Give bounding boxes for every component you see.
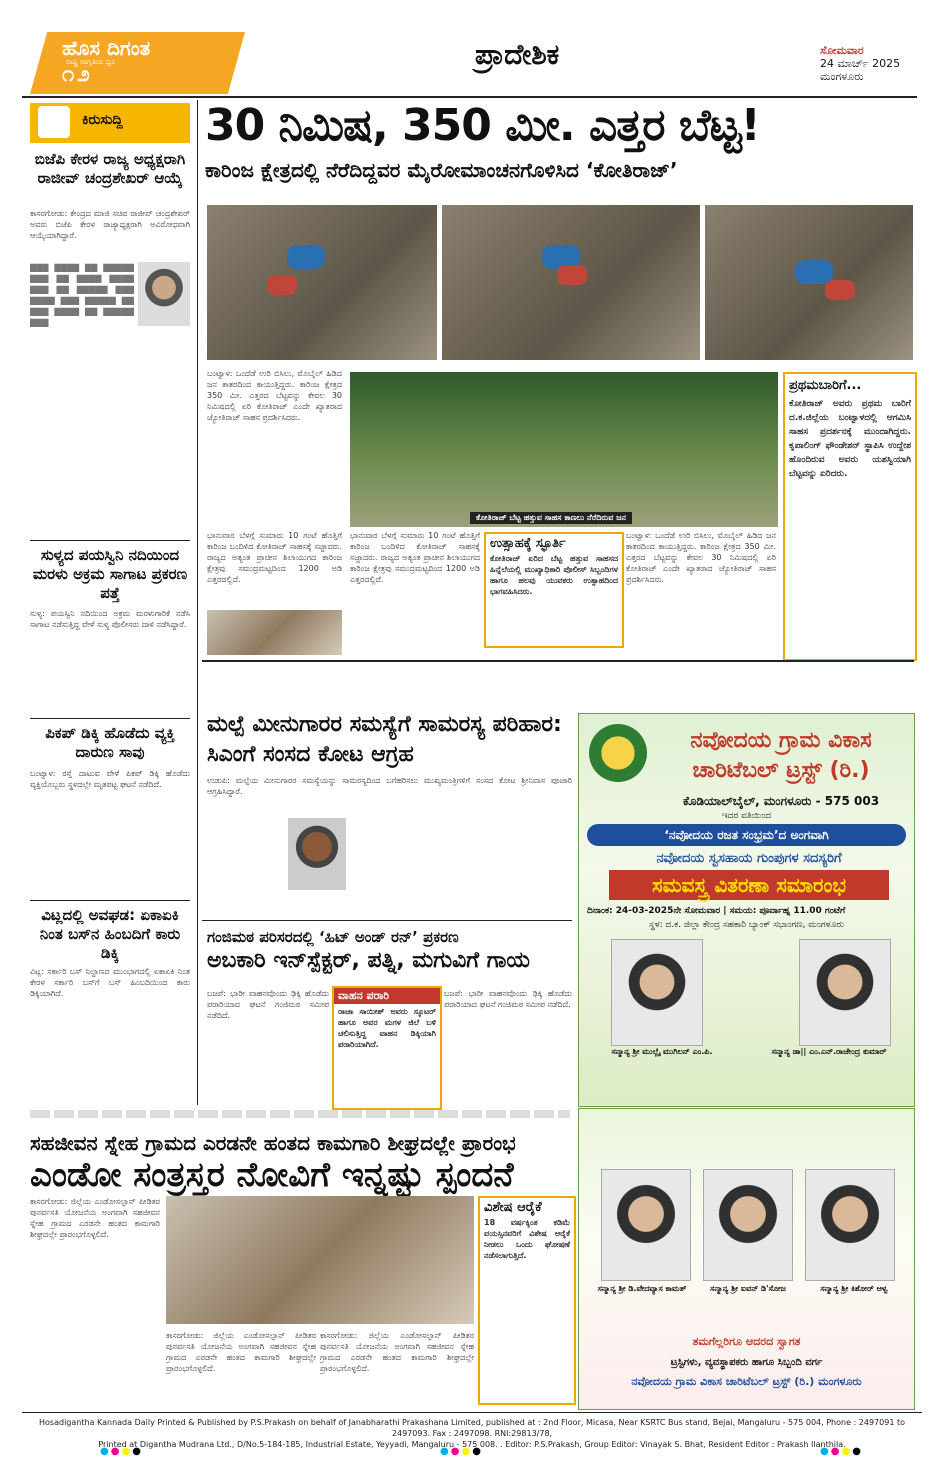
ad-footer-1: ಟ್ರಸ್ಟಿಗಳು, ವ್ಯವಸ್ಥಾಪಕರು ಹಾಗೂ ಸಿಬ್ಬಂದಿ ವರ್ಗ [670, 1357, 823, 1368]
photo-caption: ಕೋತಿರಾಜ್ ಬೆಟ್ಟ ಹತ್ತುವ ಸಾಹಸ ಕಾಣಲು ನೆರೆದಿರುವ ಜನ [470, 512, 632, 524]
lead-headline: 30 ನಿಮಿಷ, 350 ಮೀ. ಎತ್ತರ ಬೆಟ್ಟ! [205, 100, 760, 151]
fisher-headline: ಮಲ್ಪೆ ಮೀನುಗಾರರ ಸಮಸ್ಯೆಗೆ ಸಾಮರಸ್ಯ ಪರಿಹಾರ: ಸಿಎಂಗೆ ಸಂಸದ ಕೋಟ ಆಗ್ರಹ [207, 712, 562, 767]
brief-body-filler: ▇▇▇ ▇▇▇▇ ▇▇ ▇▇▇▇▇ ▇▇▇ ▇▇ ▇▇▇▇ ▇▇▇▇ ▇▇▇ ▇▇ ▇▇▇▇▇ ▇▇▇ ▇▇▇▇ ▇▇▇ ▇▇▇▇▇ ▇▇ ▇▇▇ ▇▇▇▇ ▇▇ ▇▇▇▇▇ ▇▇▇ [30, 263, 134, 327]
climber-figure [267, 275, 297, 295]
kirusuddi-label: ಕಿರುಸುದ್ದಿ [82, 112, 123, 128]
climber-figure [795, 260, 833, 284]
lead-body-3: ಭಾನುವಾರ ಬೆಳಗ್ಗೆ ಸುಮಾರು 10 ಗಂಟೆ ಹೊತ್ತಿಗೆ ಕಾರಿಂಜ ಬಂದಿಳಿದ ಕೋತಿರಾಜ್ ಸಾಹಸಕ್ಕೆ ಸಜ್ಜಾದರು. ರಾಜ್ಯದ ಅತ್ಯಂತ ಪ್ರಾಚೀನ ಶಿಲಾಯುಗದ ಕಾರಿಂಜ ಕ್ಷೇತ್ರವು ಸಮುದ್ರಮಟ್ಟದಿಂದ 1200 ಅಡಿ ಎತ್ತರದಲ್ಲಿದೆ. [350, 531, 480, 584]
ad-banner-1: ನವೋದಯ ಸ್ವಸಹಾಯ ಗುಂಪುಗಳ ಸದಸ್ಯರಿಗೆ [656, 851, 842, 866]
lead-body-2: ಭಾನುವಾರ ಬೆಳಗ್ಗೆ ಸುಮಾರು 10 ಗಂಟೆ ಹೊತ್ತಿಗೆ ಕಾರಿಂಜ ಬಂದಿಳಿದ ಕೋತಿರಾಜ್ ಸಾಹಸಕ್ಕೆ ಸಜ್ಜಾದರು. ರಾಜ್ಯದ ಅತ್ಯಂತ ಪ್ರಾಚೀನ ಶಿಲಾಯುಗದ ಕಾರಿಂಜ ಕ್ಷೇತ್ರವು ಸಮುದ್ರಮಟ್ಟದಿಂದ 1200 ಅಡಿ ಎತ್ತರದಲ್ಲಿದೆ. [207, 531, 342, 584]
climber-figure [825, 280, 855, 300]
guest-name: ಸನ್ಮಾನ್ಯ ಡಾ|| ಎಂ.ಎನ್.ರಾಜೇಂದ್ರ ಕುಮಾರ್ [771, 1047, 887, 1056]
date-label: 24 ಮಾರ್ಚ್ 2025 [820, 57, 901, 70]
lead-body-4: ಬಂಟ್ವಾಳ: ಒಂದೆಡೆ ಉರಿ ಬಿಸಿಲು, ಮೊಬೈಲ್ ಹಿಡಿದ ಜನ ಕಾತರದಿಂದ ಕಾಯುತ್ತಿದ್ದರು. ಕಾರಿಂಜ ಕ್ಷೇತ್ರದ 350 ಮೀ. ಎತ್ತರದ ಬೆಟ್ಟವನ್ನು ಕೇವಲ 30 ನಿಮಿಷದಲ್ಲಿ ಏರಿ ಕೋತಿರಾಜ್ ಎಂದೇ ಖ್ಯಾತರಾದ ಜ್ಯೋತಿರಾಜ್ ಸಾಹಸ ಪ್ರದರ್ಶಿಸಿದರು. [626, 531, 776, 584]
prathama-box [783, 372, 917, 661]
hitrun-box [332, 986, 442, 1110]
ad-title-1: ನವೋದಯ ಗ್ರಾಮ ವಿಕಾಸ [690, 728, 872, 753]
dateline [820, 44, 900, 83]
registration-marks: ●●●● [820, 1446, 863, 1457]
ad-presents: ಇದರ ವತಿಯಿಂದ [721, 811, 772, 821]
trust-logo-icon [589, 724, 647, 782]
guest-photo [805, 1169, 895, 1281]
climb-photo-3 [705, 205, 913, 360]
column-rule [197, 100, 198, 1105]
hitrun-box-title: ವಾಹನ ಪರಾರಿ [334, 988, 440, 1004]
endo-body-3: ಕಾಸರಗೋಡು: ಜಿಲ್ಲೆಯ ಎಂಡೋಸಲ್ಫಾನ್ ಪೀಡಿತರ ಪುನರ್ವಸತಿ ಯೋಜನೆಯ ಅಂಗವಾಗಿ ಸಹಜೀವನ ಸ್ನೇಹ ಗ್ರಾಮದ ಎರಡನೇ ಹಂತದ ಕಾಮಗಾರಿ ಶೀಘ್ರದಲ್ಲೇ ಪ್ರಾರಂಭಗೊಳ್ಳಲಿದೆ. [320, 1331, 474, 1373]
ad-datetime: ದಿನಾಂಕ: 24-03-2025ನೇ ಸೋಮವಾರ | ಸಮಯ: ಪೂರ್ವಾಹ್ನ 11.00 ಗಂಟೆಗೆ [587, 906, 846, 916]
divider [202, 660, 914, 662]
divider [30, 900, 190, 901]
brief-body: ವಿಟ್ಲ: ಸರ್ಕಾರಿ ಬಸ್ ನಿಲ್ದಾಣದ ಮುಂಭಾಗದಲ್ಲಿ ಏಕಾಏಕಿ ನಿಂತ ಕೇರಳ ಸರ್ಕಾರಿ ಬಸ್‌ಗೆ ಬಸ್ ಹಿಂಬದಿಯಿಂದ ಕಾರು ಡಿಕ್ಕಿಯಾಗಿದೆ. [30, 967, 190, 998]
divider [202, 920, 572, 921]
section-strip [30, 1110, 570, 1118]
brief-body: ಸುಳ್ಯ: ಪಯಸ್ವಿನಿ ನದಿಯಿಂದ ಅಕ್ರಮ ಮರಳುಗಾರಿಕೆ ನಡೆಸಿ ಸಾಗಾಟ ನಡೆಸುತ್ತಿದ್ದ ವೇಳೆ ಸುಳ್ಯ ಪೊಲೀಸರು ದಾಳಿ ನಡೆಸಿದ್ದಾರೆ. [30, 609, 190, 629]
brief-body: ಬಂಟ್ವಾಳ: ರಸ್ತೆ ದಾಟುವ ವೇಳೆ ಪಿಕಪ್ ಡಿಕ್ಕಿ ಹೊಡೆದು ವ್ಯಕ್ತಿಯೊಬ್ಬರು ಸ್ಥಳದಲ್ಲೇ ಮೃತಪಟ್ಟ ಘಟನೆ ನಡೆದಿದೆ. [30, 769, 190, 789]
hitrun-headline: ಅಬಕಾರಿ ಇನ್‌ಸ್ಪೆಕ್ಟರ್, ಪತ್ನಿ, ಮಗುವಿಗೆ ಗಾಯ [207, 948, 530, 973]
guest-photo [799, 939, 891, 1046]
day-label: ಸೋಮವಾರ [820, 44, 864, 57]
climb-photo-2 [442, 205, 700, 360]
logo-tagline: ರಾಷ್ಟ್ರ ಜಾಗೃತಿಯ ಧ್ವನಿ [66, 58, 116, 66]
footer-rule [22, 1412, 922, 1413]
guest-photo [601, 1169, 691, 1281]
brief-headline: ಬಿಜೆಪಿ ಕೇರಳ ರಾಜ್ಯ ಅಧ್ಯಕ್ಷರಾಗಿ ರಾಜೀವ್ ಚಂದ್ರಶೇಖರ್ ಆಯ್ಕೆ [34, 150, 186, 187]
logo-text: ಹೊಸ ದಿಗಂತ [62, 36, 151, 60]
climb-photo-small [207, 610, 342, 655]
imprint-line-1: Hosadigantha Kannada Daily Printed & Published by P.S.Prakash on behalf of Janabharathi Prakashana Limited, published at : 2nd Floor, Micasa, Near KSRTC Bus stand, Bejai, Mangaluru - 575 004, Phone : 2497091 to 2497093. Fax : 2497098. RNI:29813/78, [39, 1418, 905, 1438]
ad-navodaya [578, 713, 915, 1107]
vishesha-box [478, 1196, 576, 1405]
lead-body: ಬಂಟ್ವಾಳ: ಒಂದೆಡೆ ಉರಿ ಬಿಸಿಲು, ಮೊಬೈಲ್ ಹಿಡಿದ ಜನ ಕಾತರದಿಂದ ಕಾಯುತ್ತಿದ್ದರು. ಕಾರಿಂಜ ಕ್ಷೇತ್ರದ 350 ಮೀ. ಎತ್ತರದ ಬೆಟ್ಟವನ್ನು ಕೇವಲ 30 ನಿಮಿಷದಲ್ಲಿ ಏರಿ ಕೋತಿರಾಜ್ ಎಂದೇ ಖ್ಯಾತರಾದ ಜ್ಯೋತಿರಾಜ್ ಸಾಹಸ ಪ್ರದರ್ಶಿಸಿದರು. [207, 369, 342, 422]
section-title: ಪ್ರಾದೇಶಿಕ [475, 38, 560, 71]
registration-marks: ●●●● [100, 1446, 143, 1457]
divider [30, 718, 190, 719]
endo-body: ಕಾಸರಗೋಡು: ಜಿಲ್ಲೆಯ ಎಂಡೋಸಲ್ಫಾನ್ ಪೀಡಿತರ ಪುನರ್ವಸತಿ ಯೋಜನೆಯ ಅಂಗವಾಗಿ ಸಹಜೀವನ ಸ್ನೇಹ ಗ್ರಾಮದ ಎರಡನೇ ಹಂತದ ಕಾಮಗಾರಿ ಶೀಘ್ರದಲ್ಲೇ ಪ್ರಾರಂಭಗೊಳ್ಳಲಿದೆ. [30, 1197, 160, 1239]
imprint-line-2: Printed at Digantha Mudrana Ltd., D/No.5-184-185, Industrial Estate, Yeyyadi, Mangaluru - 575 008. . Editor: P.S.Prakash, Group Editor: Vinayak S. Bhat, Resident Editor : Prakash Ilanthila. [98, 1440, 846, 1449]
hitrun-kicker: ಗಂಜಿಮಠ ಪರಿಸರದಲ್ಲಿ ‘ಹಿಟ್ ಅಂಡ್ ರನ್’ ಪ್ರಕರಣ [207, 928, 459, 946]
climb-photo-1 [207, 205, 437, 360]
lead-subheadline: ಕಾರಿಂಜ ಕ್ಷೇತ್ರದಲ್ಲಿ ನೆರೆದಿದ್ದವರ ಮೈರೋಮಾಂಚನಗೊಳಿಸಿದ ‘ಕೋತಿರಾಜ್’ [205, 158, 678, 182]
header-rule [22, 96, 917, 98]
ad-address: ಕೊಡಿಯಾಲ್‌ಬೈಲ್, ಮಂಗಳೂರು - 575 003 [682, 794, 880, 808]
hitrun-box-body: ರಾಜಾ ಸಾಯೀಶ್ ಅವರು ಸ್ಕೂಟರ್ ಹಾಗೂ ಅವರ ಮಗಳ ಜಿಲೆ ಬಳಿ ಚಲಿಸುತ್ತಿದ್ದ ವಾಹನ ಡಿಕ್ಕಿಯಾಗಿ ಪರಾರಿಯಾಗಿದೆ. [338, 1007, 436, 1049]
endo-headline: ಎಂಡೋ ಸಂತ್ರಸ್ತರ ನೋವಿಗೆ ಇನ್ನಷ್ಟು ಸ್ಪಂದನೆ [30, 1155, 514, 1195]
guest-name: ಸನ್ಮಾನ್ಯ ಶ್ರೀ ಮುಲ್ಲೈ ಮುಗಿಲನ್ ಎಂ.ಪಿ. [611, 1047, 713, 1056]
brief-headline: ಸುಳ್ಯದ ಪಯಸ್ವಿನಿ ನದಿಯಿಂದ ಮರಳು ಅಕ್ರಮ ಸಾಗಾಟ ಪ್ರಕರಣ ಪತ್ತೆ [32, 546, 188, 602]
mp-photo [288, 818, 346, 890]
endo-body-2: ಕಾಸರಗೋಡು: ಜಿಲ್ಲೆಯ ಎಂಡೋಸಲ್ಫಾನ್ ಪೀಡಿತರ ಪುನರ್ವಸತಿ ಯೋಜನೆಯ ಅಂಗವಾಗಿ ಸಹಜೀವನ ಸ್ನೇಹ ಗ್ರಾಮದ ಎರಡನೇ ಹಂತದ ಕಾಮಗಾರಿ ಶೀಘ್ರದಲ್ಲೇ ಪ್ರಾರಂಭಗೊಳ್ಳಲಿದೆ. [166, 1331, 316, 1373]
climber-figure [557, 265, 587, 285]
ad-occasion: ‘ನವೋದಯ ರಜತ ಸಂಭ್ರಮ’ದ ಅಂಗವಾಗಿ [587, 824, 906, 846]
ad-title-2: ಚಾರಿಟೆಬಲ್ ಟ್ರಸ್ಟ್ (ರಿ.) [692, 758, 870, 783]
guest-name: ಸನ್ಮಾನ್ಯ ಶ್ರೀ ಕಿಶೋರ್ ಆಳ್ವ [820, 1284, 888, 1293]
divider [30, 540, 190, 541]
endo-kicker: ಸಹಜೀವನ ಸ್ನೇಹ ಗ್ರಾಮದ ಎರಡನೇ ಹಂತದ ಕಾಮಗಾರಿ ಶೀಘ್ರದಲ್ಲೇ ಪ್ರಾರಂಭ [30, 1131, 516, 1155]
prathama-title: ಪ್ರಥಮಬಾರಿಗೆ... [789, 378, 862, 393]
guest-name: ಸನ್ಮಾನ್ಯ ಶ್ರೀ ಐವನ್ ಡಿ'ಸೋಜ [710, 1284, 786, 1293]
hitrun-body-2: ಬಜಪೆ: ಭಾರೀ ವಾಹನವೊಂದು ಢಿಕ್ಕಿ ಹೊಡೆದು ಪರಾರಿಯಾದ ಘಟನೆ ಗಂಜಿಮಠ ಸಮೀಪ ನಡೆದಿದೆ. [444, 989, 572, 1009]
utsaha-title: ಉತ್ಸಾಹಕ್ಕೆ ಸ್ಫೂರ್ತಿ [490, 536, 566, 551]
brief-body: ಕಾಸರಗೋಡು: ಕೇಂದ್ರದ ಮಾಜಿ ಸಚಿವ ರಾಜೀವ್ ಚಂದ್ರಶೇಖರ್ ಅವರು ಬಿಜೆಪಿ ಕೇರಳ ರಾಜ್ಯಾಧ್ಯಕ್ಷರಾಗಿ ಅವಿರೋಧವಾಗಿ ಆಯ್ಕೆಯಾಗಿದ್ದಾರೆ. [30, 209, 190, 240]
brief-headline: ಪಿಕಪ್ ಡಿಕ್ಕಿ ಹೊಡೆದು ವ್ಯಕ್ತಿ ದಾರುಣ ಸಾವು [45, 724, 175, 761]
brief-headline: ವಿಟ್ಲದಲ್ಲಿ ಅವಘಡ: ಏಕಾಏಕಿ ನಿಂತ ಬಸ್‌ನ ಹಿಂಬದಿಗೆ ಕಾರು ಡಿಕ್ಕಿ [39, 906, 181, 962]
guest-photo [611, 939, 703, 1046]
hitrun-body: ಬಜಪೆ: ಭಾರೀ ವಾಹನವೊಂದು ಢಿಕ್ಕಿ ಹೊಡೆದು ಪರಾರಿಯಾದ ಘಟನೆ ಗಂಜಿಮಠ ಸಮೀಪ ನಡೆದಿದೆ. [207, 989, 329, 1020]
rajeev-photo [138, 262, 190, 326]
ad-banner-2: ಸಮವಸ್ತ್ರ ವಿತರಣಾ ಸಮಾರಂಭ [609, 870, 889, 900]
vishesha-body: 18 ವರ್ಷಕ್ಕಿಂತ ಕಡಿಮೆ ವಯಸ್ಸಿನವರಿಗೆ ವಿಶೇಷ ಆರೈಕೆ ನೀಡಲು ಒಂದು ಘೋಷಣೆ ನಡೆಸಲಾಗುತ್ತಿದೆ. [484, 1218, 570, 1260]
ad-welcome: ತಮಗೆಲ್ಲರಿಗೂ ಆದರದ ಸ್ವಾಗತ [692, 1335, 801, 1348]
utsaha-body: ಕೋತಿರಾಜ್ ಏರಿದ ಬೆಟ್ಟ ಹತ್ತುವ ಸಾಹಸದ ಹಿನ್ನೆಲೆಯಲ್ಲಿ ಮುಖ್ಯಾಧಿಕಾರಿ ಪೊಲೀಸ್ ಸಿಬ್ಬಂದಿಗಳ ಹಾಗೂ ಹಲವು ಯುವಕರು ಉತ್ಸಾಹದಿಂದ ಭಾಗವಹಿಸಿದರು. [490, 554, 618, 596]
page-number: ೧೨ [62, 62, 93, 87]
climber-figure [287, 245, 325, 269]
vishesha-title: ವಿಶೇಷ ಆರೈಕೆ [484, 1200, 542, 1215]
utsaha-box [484, 532, 624, 648]
hand-icon [38, 106, 70, 138]
prathama-body: ಕೋತಿರಾಜ್ ಅವರು ಪ್ರಥಮ ಬಾರಿಗೆ ದ.ಕ.ಜಿಲ್ಲೆಯ ಬಂಟ್ವಾಳದಲ್ಲಿ ಆಗಮಿಸಿ ಸಾಹಸ ಪ್ರದರ್ಶನಕ್ಕೆ ಮುಂದಾಗಿದ್ದರು. ಕೃಪಾಲಿಂಗ್ ಫೌಂಡೇಶನ್ ಸ್ಥಾಪಿಸಿ ಉದ್ದೇಶ ಹೊಂದಿರುವ ಅವರು ಯಶಸ್ವಿಯಾಗಿ ಬೆಟ್ಟವನ್ನು ಏರಿದರು. [789, 399, 911, 479]
city-label: ಮಂಗಳೂರು [820, 70, 864, 83]
fisher-body: ಉಡುಪಿ: ಮಲ್ಪೆಯ ಮೀನುಗಾರರ ಸಮಸ್ಯೆಯನ್ನು ಸಾಮರಸ್ಯದಿಂದ ಬಗೆಹರಿಸಲು ಮುಖ್ಯಮಂತ್ರಿಗಳಿಗೆ ಸಂಸದ ಕೋಟ ಶ್ರೀನಿವಾಸ ಪೂಜಾರಿ ಆಗ್ರಹಿಸಿದ್ದಾರೆ. [207, 776, 572, 796]
crowd-photo [350, 372, 778, 527]
endo-photo [166, 1196, 474, 1324]
registration-marks: ●●●● [440, 1446, 483, 1457]
guest-photo [703, 1169, 793, 1281]
ad-guest-strip [579, 1064, 914, 1104]
ad-venue: ಸ್ಥಳ: ದ.ಕ. ಜಿಲ್ಲಾ ಕೇಂದ್ರ ಸಹಕಾರಿ ಬ್ಯಾಂಕ್ ಸಭಾಂಗಣ, ಮಂಗಳೂರು [649, 920, 844, 930]
ad-footer-2: ನವೋದಯ ಗ್ರಾಮ ವಿಕಾಸ ಚಾರಿಟೆಬಲ್ ಟ್ರಸ್ಟ್ (ರಿ.) ಮಂಗಳೂರು [631, 1375, 862, 1388]
ad-navodaya-lower [578, 1108, 915, 1410]
guest-name: ಸನ್ಮಾನ್ಯ ಶ್ರೀ ಡಿ.ವೇದವ್ಯಾಸ ಕಾಮತ್ [597, 1284, 687, 1293]
